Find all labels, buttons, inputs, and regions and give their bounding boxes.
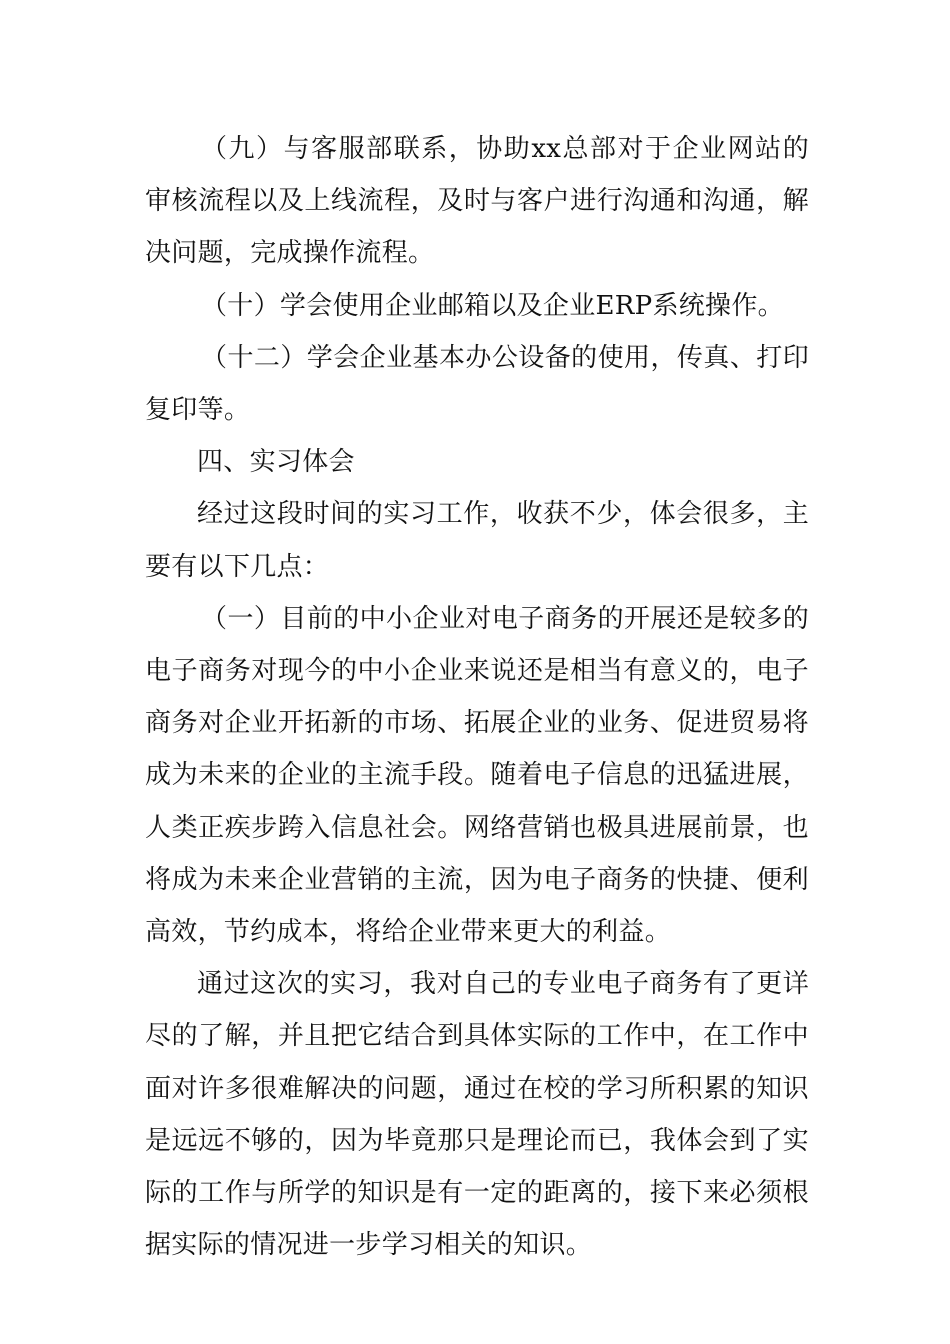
paragraph-reflection: 通过这次的实习，我对自己的专业电子商务有了更详尽的了解，并且把它结合到具体实际的工作中，在工作中面对许多很难解决的问题，通过在校的学习所积累的知识是远远不够的，因为毕竟那只是理论而已，我体会到了实际的工作与所学的知识是有一定的距离的，接下来必须根据实际的情况进一步学习相关的知识。: [145, 969, 809, 1261]
paragraph-item-12: （十二）学会企业基本办公设备的使用，传真、打印复印等。: [145, 342, 809, 426]
paragraph-item-9: （九）与客服部联系，协助xx总部对于企业网站的审核流程以及上线流程，及时与客户进行沟通和沟通，解决问题，完成操作流程。: [145, 134, 809, 269]
document-page: [145, 123, 809, 1271]
section-heading-internship-experience: 四、实习体会: [197, 447, 355, 478]
paragraph-intro: 经过这段时间的实习工作，收获不少，体会很多，主要有以下几点：: [145, 499, 809, 582]
paragraph-point-1: （一）目前的中小企业对电子商务的开展还是较多的电子商务对现今的中小企业来说还是相当有意义的，电子商务对企业开拓新的市场、拓展企业的业务、促进贸易将成为未来的企业的主流手段。随着电子信息的迅猛进展，人类正疾步跨入信息社会。网络营销也极具进展前景，也将成为未来企业营销的主流，因为电子商务的快捷、便利高效，节约成本，将给企业带来更大的利益。: [145, 603, 809, 948]
paragraph-item-10: （十）学会使用企业邮箱以及企业ERP系统操作。: [201, 290, 784, 321]
